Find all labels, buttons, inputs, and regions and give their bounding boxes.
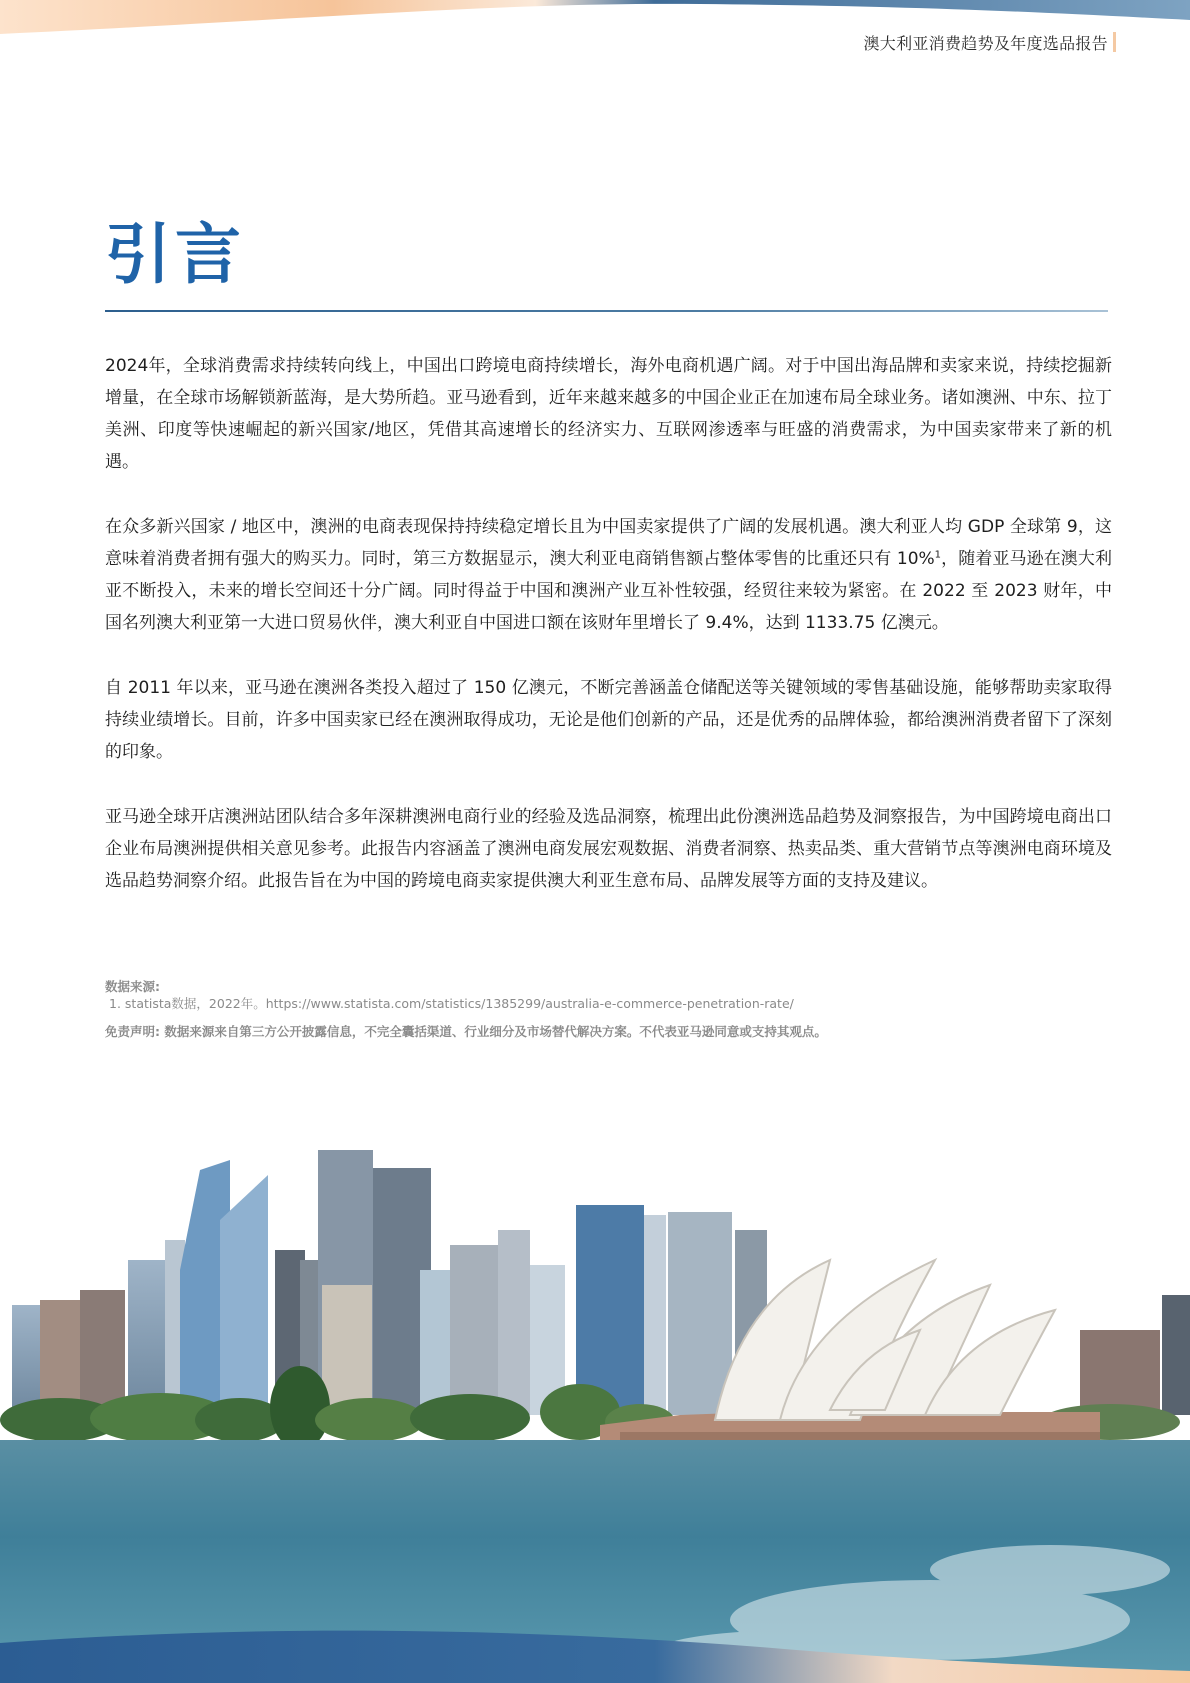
intro-paragraph-2: [105, 511, 1112, 639]
report-header-title: 澳大利亚消费趋势及年度选品报告: [863, 34, 1108, 53]
title-divider: [105, 310, 1108, 312]
intro-paragraph-1: 2024年，全球消费需求持续转向线上，中国出口跨境电商持续增长，海外电商机遇广阔。对于中国出海品牌和卖家来说，持续挖掘新增量，在全球市场解锁新蓝海，是大势所趋。亚马逊看到，近年来越来越多的中国企业正在加速布局全球业务。诸如澳洲、中东、拉丁美洲、印度等快速崛起的新兴国家/地区，凭借其高速增长的经济实力、互联网渗透率与旺盛的消费需求，为中国卖家带来了新的机遇。: [105, 356, 1112, 472]
header-accent-bar: [1113, 32, 1116, 52]
intro-body: [105, 350, 1112, 930]
paragraph-2-text-a: 在众多新兴国家 / 地区中，澳洲的电商表现保持持续稳定增长且为中国卖家提供了广阔的发展机遇。澳大利亚人均 GDP 全球第 9，这意味着消费者拥有强大的购买力。同时，第三方数据显示，澳大利亚电商销售额占整体零售的比重还只有 10%: [105, 517, 1112, 569]
sydney-skyline-image: [0, 1150, 1190, 1683]
footnote-item-1: 1. statista数据，2022年。https://www.statista.com/statistics/1385299/australia-e-commerce-penetration-rate/: [109, 996, 794, 1011]
paragraph-2-text-b: ，随着亚马逊在澳大利亚不断投入，未来的增长空间还十分广阔。同时得益于中国和澳洲产业互补性较强，经贸往来较为紧密。在 2022 至 2023 财年，中国名列澳大利亚第一大进口贸易伙伴，澳大利亚自中国进口额在该财年里增长了 9.4%，达到 1133.75 亿澳元。: [105, 549, 1113, 633]
intro-paragraph-3: 自 2011 年以来，亚马逊在澳洲各类投入超过了 150 亿澳元，不断完善涵盖仓储配送等关键领域的零售基础设施，能够帮助卖家取得持续业绩增长。目前，许多中国卖家已经在澳洲取得成功，无论是他们创新的产品，还是优秀的品牌体验，都给澳洲消费者留下了深刻的印象。: [105, 678, 1112, 762]
intro-paragraph-4: 亚马逊全球开店澳洲站团队结合多年深耕澳洲电商行业的经验及选品洞察，梳理出此份澳洲选品趋势及洞察报告，为中国跨境电商出口企业布局澳洲提供相关意见参考。此报告内容涵盖了澳洲电商发展宏观数据、消费者洞察、热卖品类、重大营销节点等澳洲电商环境及选品趋势洞察介绍。此报告旨在为中国的跨境电商卖家提供澳大利亚生意布局、品牌发展等方面的支持及建议。: [105, 807, 1112, 891]
page-title: 引言: [105, 216, 245, 293]
footnote-ref-1: 1: [934, 549, 942, 561]
disclaimer: 免责声明: 数据来源来自第三方公开披露信息，不完全囊括渠道、行业细分及市场替代解决方案。不代表亚马逊同意或支持其观点。: [105, 1024, 827, 1039]
bottom-decorative-band: [0, 1625, 1190, 1683]
footnotes: [105, 978, 1112, 1040]
footnote-title: 数据来源:: [105, 979, 160, 994]
